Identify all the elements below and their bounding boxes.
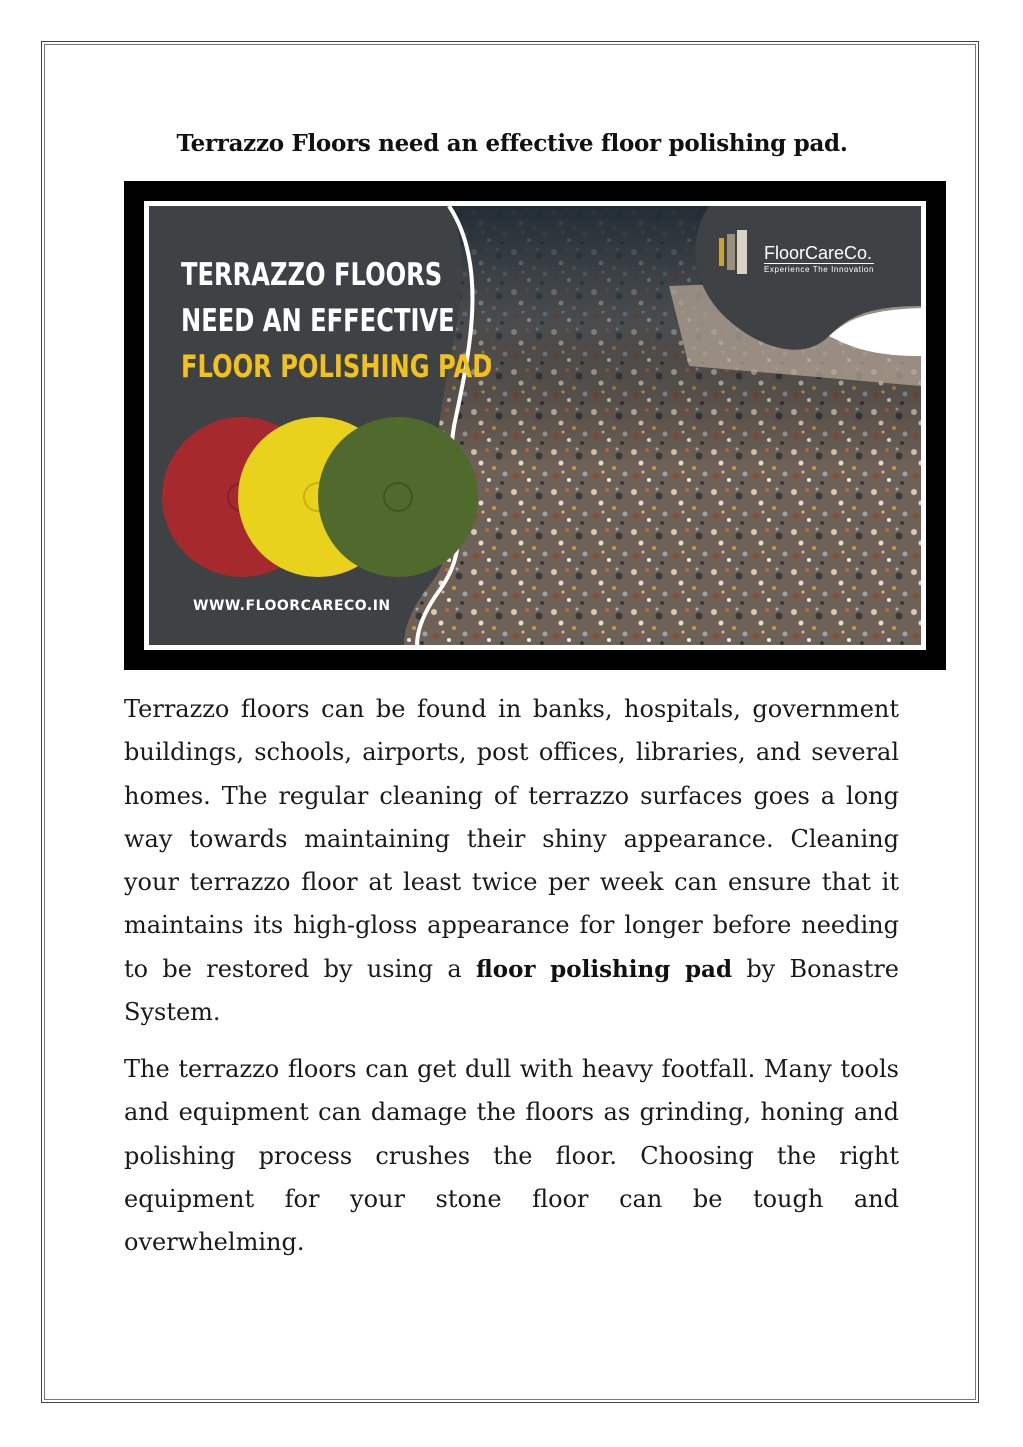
paragraph-1-text-end: by Bonastre System. bbox=[124, 954, 900, 1027]
paragraph-1 bbox=[124, 688, 899, 1034]
banner-website: WWW.FLOORCARECO.IN bbox=[193, 598, 391, 614]
banner-headline bbox=[181, 252, 493, 390]
banner-headline-line3: FLOOR POLISHING PAD bbox=[181, 349, 493, 385]
polishing-pads bbox=[160, 414, 480, 580]
floorcareco-logo bbox=[764, 243, 874, 274]
logo-name: FloorCareCo. bbox=[764, 243, 873, 263]
page-title: Terrazzo Floors need an effective floor polishing pad. bbox=[176, 130, 848, 157]
banner-headline-line1: TERRAZZO FLOORS bbox=[181, 257, 443, 293]
paragraph-2: The terrazzo floors can get dull with heavy footfall. Many tools and equipment can damage the floors as grinding, honing and polishing process crushes the floor. Choosing the right equipment for your stone floor can be tough and overwhelming. bbox=[124, 1055, 899, 1257]
paragraph-1-text: Terrazzo floors can be found in banks, hospitals, government buildings, schools, airports, post offices, libraries, and several homes. The regular cleaning of terrazzo surfaces goes a long way towards maintaining their shiny appearance. Cleaning your terrazzo floor at least twice per week can ensure that it maintains its high-gloss appearance for longer before needing to be restored by using a bbox=[124, 695, 899, 983]
green-pad-icon bbox=[318, 417, 478, 577]
floor-polishing-pad-link[interactable]: floor polishing pad bbox=[476, 955, 733, 983]
logo-tagline: Experience The Innovation bbox=[764, 265, 875, 274]
banner-headline-line2: NEED AN EFFECTIVE bbox=[181, 303, 455, 339]
